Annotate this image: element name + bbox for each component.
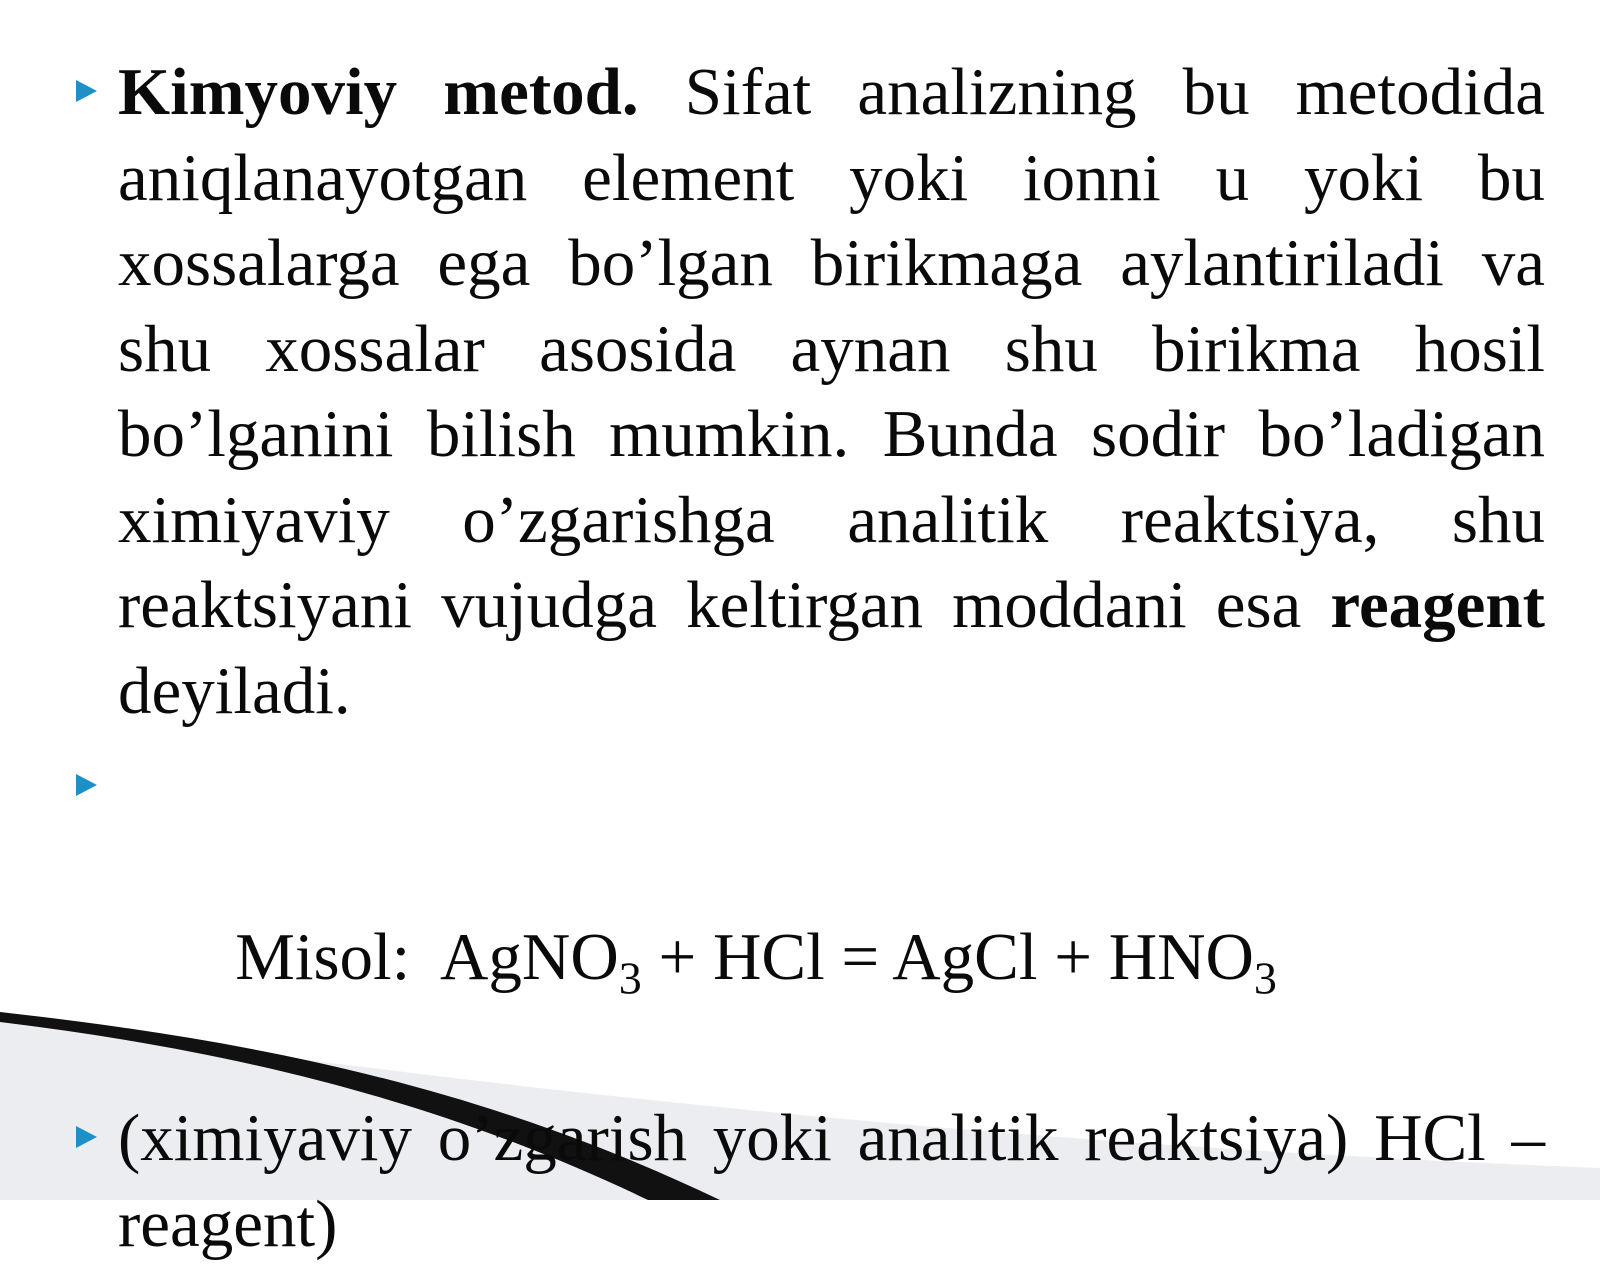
term-reagent: reagent [1330, 568, 1545, 642]
equation-middle: + HCl = AgCl + [641, 920, 1109, 994]
bullet-arrow-icon [76, 80, 97, 102]
bullet-arrow-icon [76, 774, 97, 796]
product-nitric-acid: HNO [1108, 920, 1254, 994]
bullet-item-note [70, 1096, 1545, 1267]
bullet-item-example [70, 744, 1545, 1086]
subscript: 3 [618, 952, 642, 1004]
definition-text: Sifat analizning bu metodida aniqlanayotgan element yoki ionni u yoki bu xossalarga ega bo’lgan birikmaga aylantiriladi va shu xossalar asosida aynan shu birikma hosil bo’lganini bilish mumkin. Bunda sodir bo’ladigan ximiyaviy o’zgarishga analitik reaktsiya, shu reaktsiyani vujudga keltirgan moddani esa [118, 55, 1545, 642]
definition-ending: deyiladi. [118, 653, 351, 728]
term-chemical-method: Kimyoviy metod. [118, 55, 639, 129]
slide-content [70, 50, 1545, 1267]
note-text: (ximiyaviy o’zgarish yoki analitik reaktsiya) HCl – reagent) [118, 1101, 1545, 1261]
bullet-item-definition [70, 50, 1545, 734]
example-label: Misol: [218, 920, 441, 994]
subscript: 3 [1253, 952, 1277, 1004]
reactant-silver-nitrate: AgNO [440, 920, 619, 994]
bullet-arrow-icon [76, 1126, 97, 1148]
